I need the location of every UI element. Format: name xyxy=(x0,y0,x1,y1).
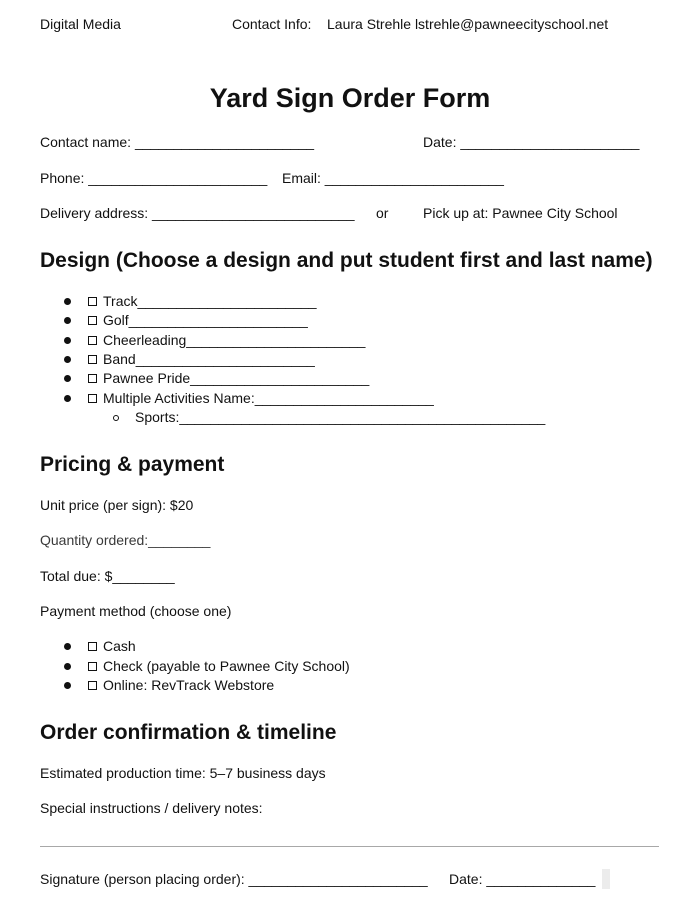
payment-option-check[interactable] xyxy=(88,657,350,675)
or-label: or xyxy=(376,205,389,221)
design-option-track[interactable] xyxy=(88,292,317,310)
production-time: Estimated production time: 5–7 business days xyxy=(40,765,326,781)
confirmation-heading: Order confirmation & timeline xyxy=(40,721,337,744)
contact-info-value: Laura Strehle lstrehle@pawneecityschool.net xyxy=(327,16,609,32)
contact-name-field: Contact name: _______________________ xyxy=(40,134,315,150)
design-option-band[interactable] xyxy=(88,350,315,368)
payment-option-label: Online: RevTrack Webstore xyxy=(103,677,275,693)
design-option-label: Band_______________________ xyxy=(103,351,315,367)
bullet-icon xyxy=(64,643,71,650)
bullet-icon xyxy=(64,663,71,670)
email-field: Email: _______________________ xyxy=(282,170,504,186)
sub-bullet-icon xyxy=(113,415,119,421)
quantity-field: Quantity ordered:________ xyxy=(40,532,211,548)
design-option-cheerleading[interactable] xyxy=(88,331,365,349)
design-option-label: Cheerleading_______________________ xyxy=(103,332,366,348)
payment-option-label: Cash xyxy=(103,638,136,654)
design-option-label: Multiple Activities Name:_______________________ xyxy=(103,390,434,406)
sports-sub-option: Sports:_______________________________________________ xyxy=(135,409,546,425)
bullet-icon xyxy=(64,317,71,324)
bullet-icon xyxy=(64,375,71,382)
checkbox-icon[interactable] xyxy=(88,394,97,403)
checkbox-icon[interactable] xyxy=(88,355,97,364)
checkbox-icon[interactable] xyxy=(88,297,97,306)
divider-line xyxy=(40,846,659,847)
scroll-fade xyxy=(602,869,610,889)
design-option-label: Golf_______________________ xyxy=(103,312,308,328)
design-heading: Design (Choose a design and put student first and last name) xyxy=(40,249,653,272)
unit-price: Unit price (per sign): $20 xyxy=(40,497,194,513)
phone-field: Phone: _______________________ xyxy=(40,170,268,186)
design-option-pawnee-pride[interactable] xyxy=(88,369,369,387)
payment-option-online[interactable] xyxy=(88,676,274,694)
delivery-address-field: Delivery address: __________________________ xyxy=(40,205,355,221)
design-option-label: Track_______________________ xyxy=(103,293,317,309)
department-label: Digital Media xyxy=(40,16,121,32)
checkbox-icon[interactable] xyxy=(88,681,97,690)
checkbox-icon[interactable] xyxy=(88,374,97,383)
payment-option-label: Check (payable to Pawnee City School) xyxy=(103,658,350,674)
design-option-multiple-activities[interactable] xyxy=(88,389,434,407)
bullet-icon xyxy=(64,356,71,363)
date-field: Date: _______________________ xyxy=(423,134,640,150)
pickup-label: Pick up at: Pawnee City School xyxy=(423,205,618,221)
contact-info-label: Contact Info: xyxy=(232,16,312,32)
signature-field: Signature (person placing order): _______________________ xyxy=(40,871,428,887)
design-option-label: Pawnee Pride_______________________ xyxy=(103,370,370,386)
checkbox-icon[interactable] xyxy=(88,642,97,651)
signature-date-field: Date: ______________ xyxy=(449,871,596,887)
payment-method-label: Payment method (choose one) xyxy=(40,603,232,619)
pricing-heading: Pricing & payment xyxy=(40,453,225,476)
bullet-icon xyxy=(64,395,71,402)
form-title: Yard Sign Order Form xyxy=(209,83,491,113)
bullet-icon xyxy=(64,682,71,689)
special-instructions-label: Special instructions / delivery notes: xyxy=(40,800,263,816)
total-due-field: Total due: $________ xyxy=(40,568,175,584)
checkbox-icon[interactable] xyxy=(88,336,97,345)
checkbox-icon[interactable] xyxy=(88,316,97,325)
checkbox-icon[interactable] xyxy=(88,662,97,671)
bullet-icon xyxy=(64,337,71,344)
design-option-golf[interactable] xyxy=(88,311,308,329)
bullet-icon xyxy=(64,298,71,305)
payment-option-cash[interactable] xyxy=(88,637,136,655)
